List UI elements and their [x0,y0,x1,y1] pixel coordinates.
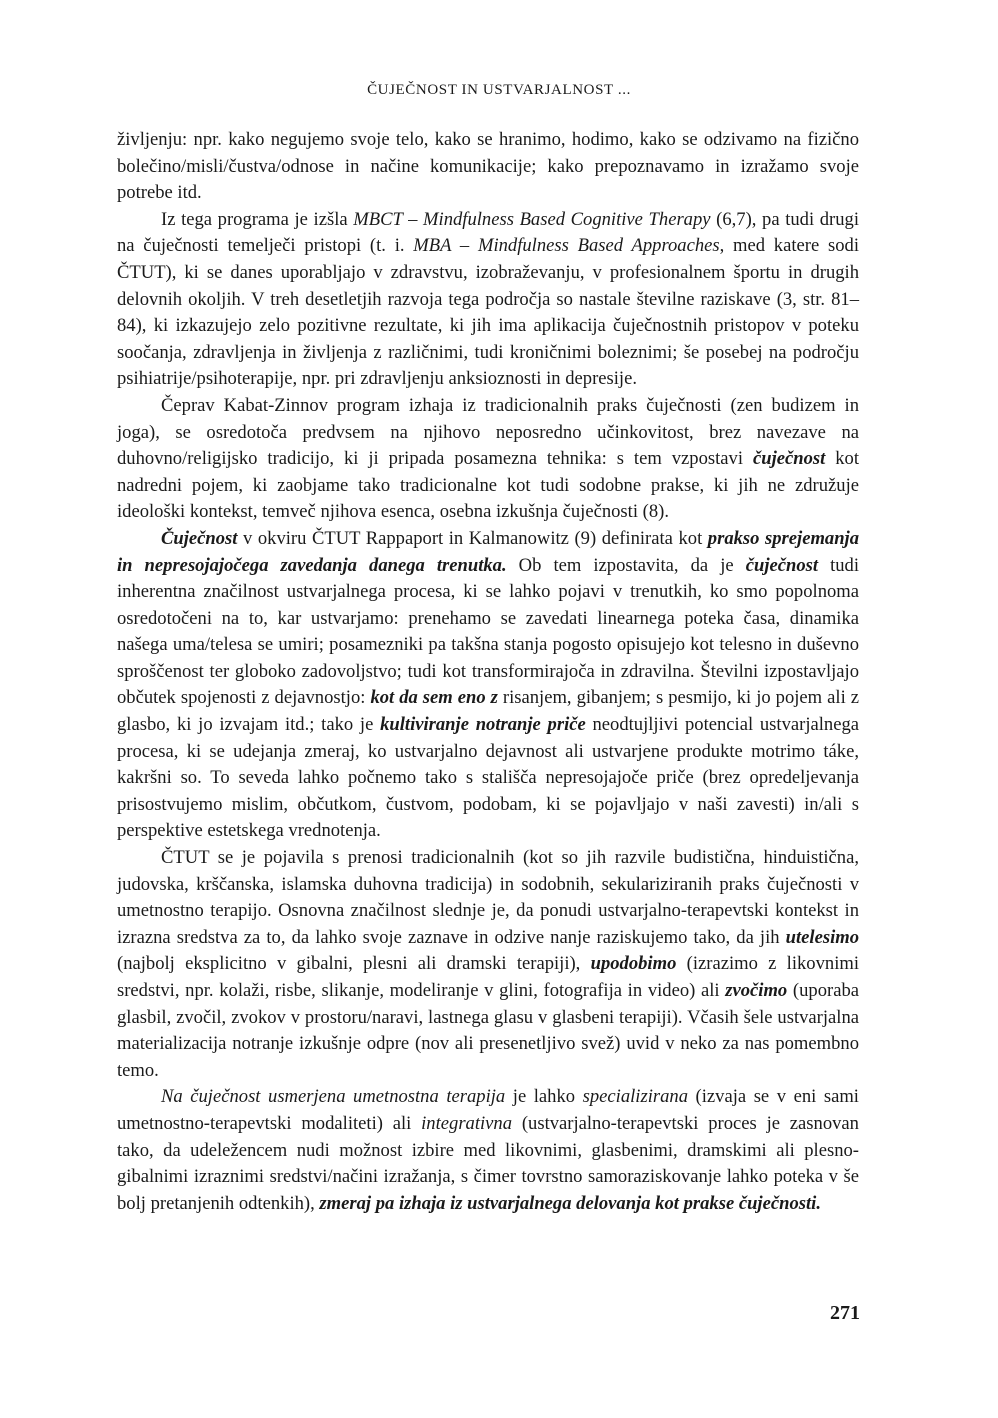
text-run: (ustvarjalno-terapevtski proces je zasnovan tako, da udeležencem nudi možnost izbire med likovnimi, glasbenimi, dramskimi ali plesno-gibalnimi izraznimi sredstvi/načini izražanja, s čimer tovrstno samoraziskovanje lahko poteka v še bolj pretanjenih odtenkih), [117,1112,859,1214]
text-run: Iz tega programa je izšla [161,208,354,230]
emphasized-text: čuječnost [752,448,826,470]
emphasized-text: Na čuječnost usmerjena umetnostna terapija [161,1086,506,1108]
paragraph [117,1084,859,1217]
text-run: tudi inherentna značilnost ustvarjalnega procesa, ki se lahko pojavi v trenutkih, ko smo popolnoma osredotočeni na to, kar ustvarjamo: prenehamo se zavedati linearnega poteka časa, dinamika našega uma/telesa se umiri; posamezniki pa takšna stanja pogosto opisujejo kot telesno in duševno sproščenost ter globoko zadovoljstvo; tudi kot transformirajoča in zdravilna. Številni izpostavljajo občutek spojenosti z dejavnostjo: [117,554,860,709]
text-run: Čeprav Kabat-Zinnov program izhaja iz tradicionalnih praks čuječnosti (zen budizem in joga), se osredotoča predvsem na njihovo neposredno učinkovitost, brez navezave na duhovno/religijsko tradicijo, ki ji pripada posamezna tehnika: s tem vzpostavi [117,394,859,470]
paragraph [117,845,859,1084]
emphasized-text: Čuječnost [161,527,238,549]
page-number: 271 [830,1302,860,1324]
emphasized-text: integrativna [421,1112,513,1134]
text-run: , med katere sodi ČTUT), ki se danes uporabljajo v zdravstvu, izobraževanju, v profesionalnem športu in drugih delovnih okoljih. V treh desetletjih razvoja tega področja so nastale številne raziskave (3, str. 81–84), ki izkazujejo zelo pozitivne rezultate, ki jih ima aplikacija čuječnostnih pristopov v poteku soočanja, zdravljenja in življenja z različnimi, tudi kroničnimi boleznimi; še posebej na področju psihiatrije/psihoterapije, npr. pri zdravljenju anksioznosti in depresije. [117,235,859,390]
text-run: neodtujljivi potencial ustvarjalnega procesa, ki se udejanja zmeraj, ko ustvarjalno dejavnost ali ustvarjene produkte motrimo táke, kakršni so. To seveda lahko počnemo tako s stališča nepresojajoče priče (brez opredeljevanja prisostvujemo mislim, občutkom, čustvom, podobam, ki se pojavljajo v naši zavesti) in/ali s perspektive estetskega vrednotenja. [117,714,860,842]
text-run: življenju: npr. kako negujemo svoje telo, kako se hranimo, hodimo, kako se odzivamo na fizično bolečino/misli/čustva/odnose in načine komunikacije; kako prepoznavamo in izražamo svoje potrebe itd. [117,129,859,204]
paragraph [117,393,859,526]
text-run: (izrazimo z likovnimi sredstvi, npr. kolaži, risbe, slikanje, modeliranje v glini, fotografija in video) ali [117,953,859,1001]
text-run: risanjem, gibanjem; s pesmijo, ki jo pojem ali z glasbo, ki jo izvajam itd.; tako je [117,687,859,736]
emphasized-text: zmeraj pa izhaja iz ustvarjalnega delovanja kot prakse čuječnosti. [319,1192,821,1214]
emphasized-text: specializirana [582,1086,688,1108]
body-text [117,127,859,1217]
text-run: je lahko [505,1086,583,1108]
emphasized-text: kultiviranje notranje priče [380,714,586,736]
paragraph [117,207,859,393]
emphasized-text: čuječnost [745,554,819,576]
emphasized-text: prakso sprejemanja in nepresojajočega zavedanja danega trenutka. [117,527,860,576]
emphasized-text: utelesimo [785,926,859,948]
text-run: Ob tem izpostavita, da je [506,554,746,576]
text-run: (uporaba glasbil, zvočil, zvokov v prostoru/naravi, lastnega glasu v glasbeni terapiji). Včasih šele ustvarjalna materializacija notranje izkušnje odpre (nov ali presenetljivo svež) uvid v neko za nas pomembno temo. [117,980,859,1081]
text-run: (najbolj eksplicitno v gibalni, plesni ali dramski terapiji), [117,953,591,975]
emphasized-text: upodobimo [590,953,677,975]
emphasized-text: MBA – Mindfulness Based Approaches [413,235,720,257]
paragraph [117,127,859,207]
text-run: v okviru ČTUT Rappaport in Kalmanowitz (9) definirata kot [237,527,708,549]
text-run: (izvaja se v eni sami umetnostno-terapevtski modaliteti) ali [117,1086,859,1134]
running-header: ČUJEČNOST IN USTVARJALNOST ... [367,82,631,98]
paragraph [117,526,859,845]
text-run: ČTUT se je pojavila s prenosi tradicionalnih (kot so jih razvile budistična, hinduistična, judovska, krščanska, islamska duhovna tradicija) in sodobnih, sekulariziranih praks čuječnosti v umetnostno terapijo. Osnovna značilnost slednje je, da ponudi ustvarjalno-terapevtski kontekst in izrazna sredstva za to, da lahko svoje zaznave in odzive nanje raziskujemo tako, da jih [117,847,859,948]
text-run: (6,7), pa tudi drugi na čuječnosti temelječi pristopi (t. i. [117,208,860,257]
emphasized-text: zvočimo [725,980,788,1001]
emphasized-text: kot da sem eno z [370,687,498,709]
text-run: kot nadredni pojem, ki zaobjame tako tradicionalne kot tudi sodobne prakse, ki jih ne združuje ideološki kontekst, temveč njihova esenca, osebna izkušnja čuječnosti (8). [117,448,859,523]
emphasized-text: MBCT – Mindfulness Based Cognitive Therapy [353,208,711,230]
